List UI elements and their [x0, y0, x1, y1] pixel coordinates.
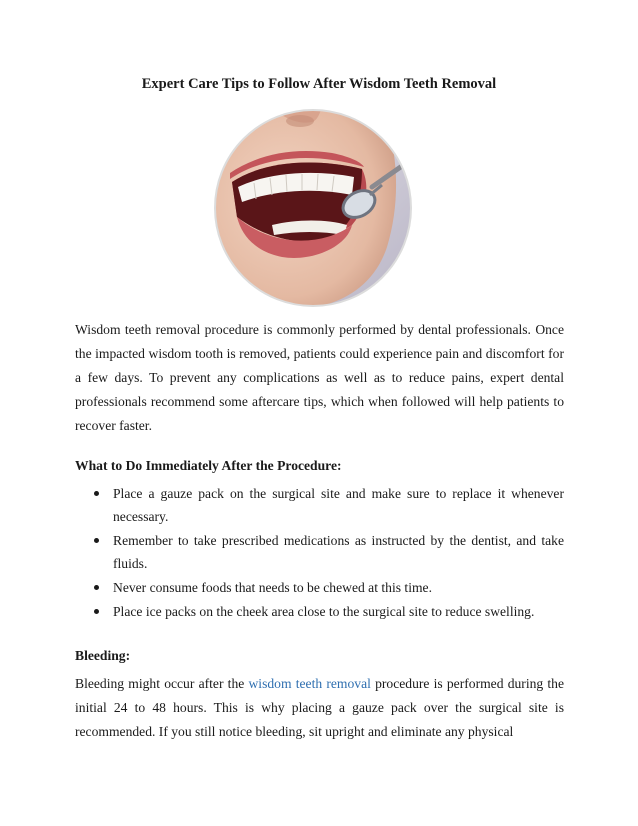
- list-item: Place a gauze pack on the surgical site and make sure to replace it whenever necessary.: [75, 482, 564, 528]
- document-title: Expert Care Tips to Follow After Wisdom Teeth Removal: [141, 76, 497, 92]
- bleeding-paragraph: Bleeding might occur after the wisdom teeth removal procedure is performed during the initial 24 to 48 hours. This is why placing a gauze pack over the surgical site is recommended. If you still notice bleeding, sit upright and eliminate any physical: [75, 676, 564, 739]
- section-heading-bleeding: Bleeding:: [75, 648, 131, 663]
- bullet-icon: [94, 585, 99, 590]
- intro-paragraph: Wisdom teeth removal procedure is commonly performed by dental professionals. Once the impacted wisdom tooth is removed, patients could experience pain and discomfort for a few days. To prevent any complications as well as to reduce pains, expert dental professionals recommend some aftercare tips, which when followed will help patients to recover faster.: [75, 322, 564, 433]
- wisdom-teeth-removal-link[interactable]: wisdom teeth removal: [248, 676, 371, 691]
- list-item: Never consume foods that needs to be chewed at this time.: [75, 576, 564, 599]
- bullet-icon: [94, 609, 99, 614]
- aftercare-bullet-list: [75, 482, 564, 623]
- list-item: Remember to take prescribed medications as instructed by the dentist, and take fluids.: [75, 529, 564, 575]
- bullet-icon: [94, 538, 99, 543]
- list-item: Place ice packs on the cheek area close to the surgical site to reduce swelling.: [75, 600, 564, 623]
- section-heading-after-procedure: What to Do Immediately After the Procedure:: [75, 458, 342, 473]
- dental-photo: [212, 107, 414, 309]
- bullet-icon: [94, 491, 99, 496]
